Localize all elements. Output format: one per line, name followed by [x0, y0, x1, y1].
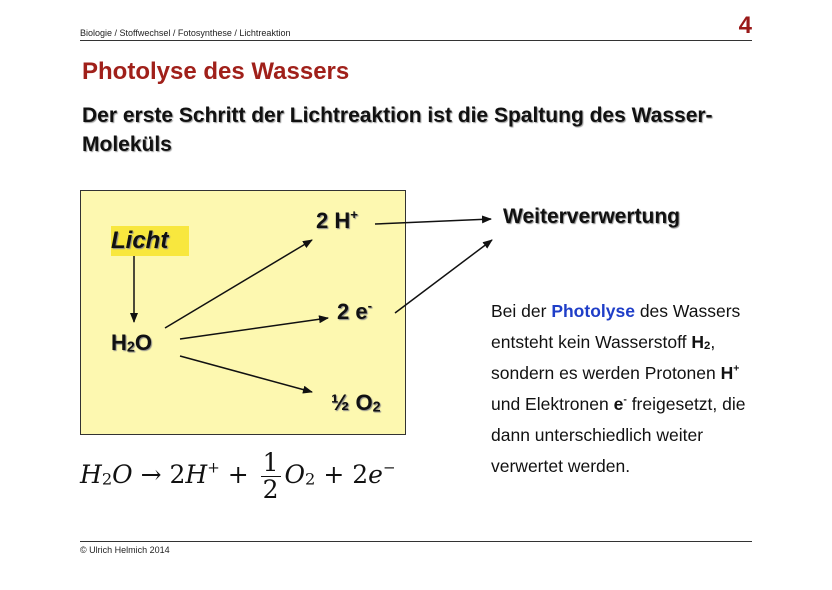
copyright-notice: © Ulrich Helmich 2014 — [80, 545, 170, 555]
h2o-label: $H_2O$ — [111, 330, 152, 356]
slide-subtitle: Der erste Schritt der Lichtreaktion ist die Spaltung des Wasser-Moleküls — [82, 104, 713, 156]
slide-title: Photolyse des Wassers — [82, 58, 350, 85]
h2o-to-electron-arrow — [180, 318, 328, 339]
proton-to-weiter-arrow — [375, 219, 491, 224]
electron-label: 2 e- — [337, 297, 372, 324]
weiterverwertung-label: Weiterverwertung — [503, 205, 680, 228]
licht-text: Licht — [111, 227, 169, 254]
one-half-fraction: $\frac{1}{2}$ — [262, 448, 279, 504]
explanation-text: Bei der Photolyse des Wassers entsteht kein Wasserstoff $H_2$, sondern es werden Protonen H+ und Elektronen e- freigesetzt, die dann unterschiedlich weiter verwertet werden. — [491, 301, 746, 476]
page-number: 4 — [738, 12, 752, 39]
footer-divider — [80, 541, 752, 542]
h2o-to-oxygen-arrow — [180, 356, 312, 392]
oxygen-label: ½ $O_2$ — [331, 390, 381, 416]
breadcrumb: Biologie / Stoffwechsel / Fotosynthese / Lichtreaktion — [80, 28, 291, 38]
proton-label: 2 H+ — [316, 206, 358, 233]
h2o-to-proton-arrow — [165, 240, 312, 328]
reaction-equation: $H_2O \to 2H^+$ + $\frac{1}{2}$ $O_2 + 2e^-$ — [80, 448, 396, 504]
electron-to-weiter-arrow — [395, 240, 492, 313]
photolyse-highlight: Photolyse — [551, 301, 635, 321]
